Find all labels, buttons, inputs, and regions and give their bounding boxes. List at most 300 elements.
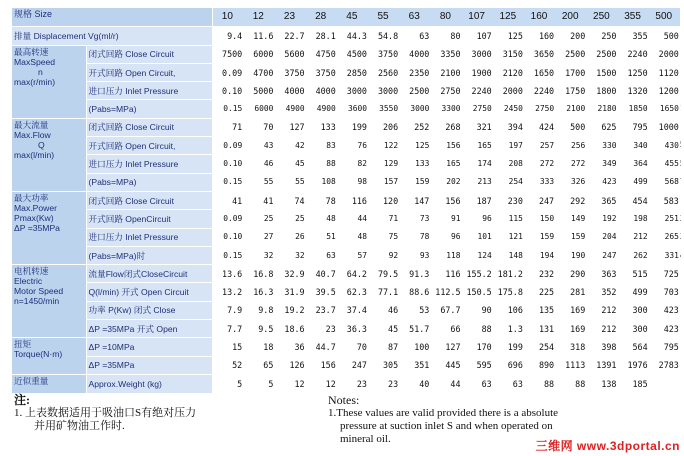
value-cell: 150 (524, 210, 555, 228)
value-cell: 170 (462, 338, 493, 356)
value-cell: 51.7 (399, 320, 430, 338)
condition-label (86, 210, 212, 228)
value-cell: 115 (493, 210, 524, 228)
size-header-cell: 12 (243, 8, 274, 27)
displacement-cell: 200 (555, 27, 586, 45)
group-label-line: Pmax(Kw) (14, 212, 54, 223)
value-cell: 25 (243, 210, 274, 228)
notes-cn-line-1: 1. 上表数据适用于吸油口S有绝对压力 (14, 407, 197, 419)
value-cell: 445 (430, 356, 461, 374)
value-cell: 3000 (462, 45, 493, 63)
motor-speed-row (12, 320, 680, 338)
notes-en-line-1: 1.These values are valid provided there is a absolute (328, 407, 559, 419)
weight-cell: 23 (337, 374, 368, 393)
value-cell: 247 (337, 356, 368, 374)
value-cell: 16.8 (243, 265, 274, 283)
displacement-cell: 63 (399, 27, 430, 45)
max-speed-row (12, 100, 680, 118)
size-header-cell: 500 (649, 8, 680, 27)
value-cell: 96 (430, 228, 461, 246)
value-cell: 120 (368, 191, 399, 209)
value-cell: 197 (493, 137, 524, 155)
value-cell: 100 (399, 338, 430, 356)
value-cell: 98 (337, 173, 368, 191)
size-header-cell: 80 (430, 8, 461, 27)
value-cell: 352 (586, 283, 617, 301)
value-cell: 351 (399, 356, 430, 374)
value-cell: 423 (649, 301, 680, 319)
value-cell: 71 (368, 210, 399, 228)
value-cell: 1900 (462, 63, 493, 81)
value-cell: 92 (368, 246, 399, 264)
pressure-cell: 0.10 (212, 228, 243, 246)
value-cell: 32 (243, 246, 274, 264)
max-power-row (12, 210, 680, 228)
displacement-cell: 107 (462, 27, 493, 45)
weight-label: 近似重量 (12, 374, 86, 393)
value-cell: 23.7 (306, 301, 337, 319)
value-cell: 190 (555, 246, 586, 264)
value-cell: 78 (399, 228, 430, 246)
value-cell: 305 (368, 356, 399, 374)
motor-speed-group-label (12, 265, 86, 338)
value-cell: 192 (586, 210, 617, 228)
value-cell: 795 (649, 338, 680, 356)
value-cell: 175.8 (493, 283, 524, 301)
condition-label: ΔP =35MPa 开式 Open (86, 320, 212, 338)
value-cell: 31.9 (274, 283, 305, 301)
value-cell: 4000 (306, 82, 337, 100)
value-cell: 254 (524, 338, 555, 356)
value-cell: 32 (274, 246, 305, 264)
value-cell: 1500 (586, 63, 617, 81)
value-cell: 16.3 (243, 283, 274, 301)
value-cell: 423 (586, 173, 617, 191)
value-cell: 499 (617, 173, 648, 191)
size-header-cell: 55 (368, 8, 399, 27)
value-cell: 3350 (430, 45, 461, 63)
value-cell: 212 (586, 301, 617, 319)
value-cell: 46 (243, 155, 274, 173)
condition-text: 开式回路 OpenCircuit (88, 213, 171, 224)
value-cell: 122 (368, 137, 399, 155)
value-cell: 281 (555, 283, 586, 301)
value-cell: 2750 (430, 82, 461, 100)
value-cell: 125 (399, 137, 430, 155)
displacement-cell: 9.4 (212, 27, 243, 45)
spec-table-container (12, 8, 680, 394)
value-cell: 321 (462, 118, 493, 136)
group-label-line: 最大功率 (14, 192, 49, 203)
value-cell: 2350 (399, 63, 430, 81)
value-cell: 88 (462, 320, 493, 338)
value-cell: 135 (524, 301, 555, 319)
value-cell: 150.5 (462, 283, 493, 301)
value-cell: 19.2 (274, 301, 305, 319)
weight-cell: 63 (493, 374, 524, 393)
condition-text: (Pabs=MPa)时 (88, 250, 146, 261)
weight-cell: 40 (399, 374, 430, 393)
group-label-line: 扭矩 (14, 339, 32, 350)
value-cell: 423 (649, 320, 680, 338)
value-cell: 55 (274, 173, 305, 191)
value-cell: 424 (524, 118, 555, 136)
value-cell: 70 (243, 118, 274, 136)
value-cell: 1976 (617, 356, 648, 374)
value-cell: 257 (524, 137, 555, 155)
weight-row (12, 374, 680, 393)
value-cell: 70 (337, 338, 368, 356)
value-cell: 39.5 (306, 283, 337, 301)
value-cell: 6000 (243, 45, 274, 63)
group-label-line: Max.Power (14, 202, 57, 213)
value-cell: 18 (243, 338, 274, 356)
value-cell: 3150 (493, 45, 524, 63)
value-cell: 3000 (368, 82, 399, 100)
value-cell: 42 (274, 137, 305, 155)
displacement-cell: 80 (430, 27, 461, 45)
value-cell: 2560 (368, 63, 399, 81)
torque-group-label (12, 338, 86, 375)
group-label-line: 最高转速 (14, 46, 49, 57)
value-cell: 187 (462, 191, 493, 209)
value-cell: 454 (617, 191, 648, 209)
value-cell: 25 (274, 210, 305, 228)
value-cell: 13.2 (212, 283, 243, 301)
value-cell: 165 (462, 137, 493, 155)
displacement-cell: 250 (586, 27, 617, 45)
value-cell: 330 (586, 137, 617, 155)
condition-label (86, 137, 212, 155)
displacement-cell: 11.6 (243, 27, 274, 45)
value-cell: 1700 (555, 63, 586, 81)
motor-speed-row (12, 301, 680, 319)
value-cell: 4900 (306, 100, 337, 118)
value-cell: 1391 (586, 356, 617, 374)
weight-cell: 5 (212, 374, 243, 393)
value-cell: 26 (274, 228, 305, 246)
max-flow-row (12, 118, 680, 136)
spec-table-body (12, 8, 680, 394)
value-cell: 36.3 (337, 320, 368, 338)
value-cell: 87 (368, 338, 399, 356)
value-cell: 3000 (399, 100, 430, 118)
condition-text: 开式回路 Open Circuit, (88, 140, 176, 151)
notes-en-title: Notes: (328, 393, 360, 407)
header-row (12, 8, 680, 27)
value-cell: 15 (212, 338, 243, 356)
value-cell: 198 (617, 210, 648, 228)
value-cell: 5000 (243, 82, 274, 100)
value-cell: 44.7 (306, 338, 337, 356)
value-cell: 36 (274, 338, 305, 356)
value-cell: 696 (493, 356, 524, 374)
value-cell: 131 (524, 320, 555, 338)
value-cell: 156 (306, 356, 337, 374)
notes-cn-title: 注: (14, 393, 30, 407)
value-cell: 1000 (649, 118, 680, 136)
condition-label: Q(l/min) 开式 Open Circuit (86, 283, 212, 301)
value-cell: 156 (430, 137, 461, 155)
value-cell: 212 (586, 320, 617, 338)
value-cell: 2100 (555, 100, 586, 118)
group-label-line: Electric (14, 276, 43, 287)
value-cell: 256 (555, 137, 586, 155)
value-cell: 333 (524, 173, 555, 191)
displacement-cell: 500 (649, 27, 680, 45)
max-speed-row (12, 63, 680, 81)
value-cell: 157 (368, 173, 399, 191)
value-cell: 65 (243, 356, 274, 374)
value-cell: 13.6 (212, 265, 243, 283)
value-cell: 0.09 (212, 63, 243, 81)
value-cell: 43 (243, 137, 274, 155)
notes-cn-line-2: 并用矿物油工作时. (34, 420, 125, 432)
value-cell: 48 (306, 210, 337, 228)
motor-speed-row (12, 283, 680, 301)
condition-label: 开式回路 Open Circuit, (86, 63, 212, 81)
weight-cell: 63 (462, 374, 493, 393)
value-cell: 212 (617, 228, 648, 246)
value-cell: 254 (493, 173, 524, 191)
value-cell: 4000 (274, 82, 305, 100)
value-cell: 156 (430, 191, 461, 209)
condition-text: 进口压力 Inlet Pressure (88, 159, 179, 170)
value-cell: 394 (493, 118, 524, 136)
size-header-cell: 63 (399, 8, 430, 27)
value-cell: 83 (306, 137, 337, 155)
value-cell: 1200 (649, 82, 680, 100)
value-cell: 88 (306, 155, 337, 173)
pressure-cell: 0.09 (212, 137, 243, 155)
pressure-cell: 0.09 (212, 210, 243, 228)
condition-label: 功率 P(Kw) 闭式 Close (86, 301, 212, 319)
value-cell: 7.7 (212, 320, 243, 338)
value-cell: 4750 (306, 45, 337, 63)
value-cell: 290 (555, 265, 586, 283)
weight-condition: Approx.Weight (kg) (86, 374, 212, 393)
max-speed-row (12, 45, 680, 63)
value-cell: 165 (430, 155, 461, 173)
value-cell: 127 (274, 118, 305, 136)
condition-label: 进口压力 Inlet Pressure (86, 82, 212, 100)
watermark-logo: 三维网 www.3dportal.cn (535, 439, 680, 453)
pressure-cell: 0.15 (212, 100, 243, 118)
value-cell: 77.1 (368, 283, 399, 301)
displacement-cell: 125 (493, 27, 524, 45)
torque-row (12, 356, 680, 374)
value-cell: 272 (555, 155, 586, 173)
value-cell: 90 (462, 301, 493, 319)
value-cell: 194 (524, 246, 555, 264)
displacement-cell: 44.3 (337, 27, 368, 45)
value-cell: 1800 (586, 82, 617, 100)
value-cell: 204 (586, 228, 617, 246)
value-cell: 118 (430, 246, 461, 264)
value-cell: 199 (337, 118, 368, 136)
value-cell: 2500 (555, 45, 586, 63)
value-cell: 57 (337, 246, 368, 264)
size-header-cell: 23 (274, 8, 305, 27)
weight-cell: 23 (368, 374, 399, 393)
spec-table (12, 8, 680, 394)
value-cell: 53 (399, 301, 430, 319)
value-cell: 455 (649, 155, 680, 173)
condition-label: 闭式回路 Close Circuit (86, 45, 212, 63)
value-cell: 3550 (368, 100, 399, 118)
value-cell: 149 (555, 210, 586, 228)
displacement-row (12, 27, 680, 45)
value-cell: 37.4 (337, 301, 368, 319)
condition-label (86, 228, 212, 246)
displacement-cell: 28.1 (306, 27, 337, 45)
group-label-line: n (38, 66, 43, 77)
value-cell: 2240 (617, 45, 648, 63)
value-cell: 225 (524, 283, 555, 301)
value-cell: 159 (524, 228, 555, 246)
value-cell: 2180 (586, 100, 617, 118)
value-cell: 365 (586, 191, 617, 209)
value-cell: 44 (337, 210, 368, 228)
value-cell: 251 (649, 210, 680, 228)
pressure-cell: 0.15 (212, 246, 243, 264)
value-cell: 595 (462, 356, 493, 374)
motor-speed-row (12, 265, 680, 283)
weight-cell: 44 (430, 374, 461, 393)
value-cell: 155.2 (462, 265, 493, 283)
value-cell: 349 (586, 155, 617, 173)
value-cell: 116 (430, 265, 461, 283)
value-cell: 129 (368, 155, 399, 173)
max-speed-row (12, 82, 680, 100)
value-cell: 45 (368, 320, 399, 338)
value-cell: 1850 (617, 100, 648, 118)
max-speed-group-label (12, 45, 86, 118)
value-cell: 2240 (524, 82, 555, 100)
value-cell: 121 (493, 228, 524, 246)
value-cell: 147 (399, 191, 430, 209)
value-cell: 181.2 (493, 265, 524, 283)
value-cell: 45 (274, 155, 305, 173)
group-label-line: 最大流量 (14, 119, 49, 130)
value-cell: 74 (274, 191, 305, 209)
value-cell: 300 (617, 301, 648, 319)
value-cell: 88.6 (399, 283, 430, 301)
value-cell: 1650 (524, 63, 555, 81)
notes-en-line-3: mineral oil. (340, 433, 391, 445)
value-cell: 272 (524, 155, 555, 173)
value-cell: 564 (617, 338, 648, 356)
value-cell: 96 (462, 210, 493, 228)
value-cell: 9.8 (243, 301, 274, 319)
size-header-cell: 160 (524, 8, 555, 27)
weight-cell: 12 (274, 374, 305, 393)
value-cell: 2750 (524, 100, 555, 118)
value-cell: 66 (430, 320, 461, 338)
size-header-cell: 28 (306, 8, 337, 27)
value-cell: 213 (462, 173, 493, 191)
value-cell: 148 (493, 246, 524, 264)
value-cell: 1.3 (493, 320, 524, 338)
value-cell: 3750 (306, 63, 337, 81)
value-cell: 2100 (430, 63, 461, 81)
max-power-row (12, 246, 680, 264)
condition-label (86, 100, 212, 118)
size-header-cell: 200 (555, 8, 586, 27)
value-cell: 52 (212, 356, 243, 374)
value-cell: 262 (617, 246, 648, 264)
displacement-cell: 22.7 (274, 27, 305, 45)
notes-chinese (14, 394, 314, 433)
value-cell: 62.3 (337, 283, 368, 301)
value-cell: 318 (555, 338, 586, 356)
value-cell: 265 (649, 228, 680, 246)
weight-cell: 185 (617, 374, 648, 393)
value-cell: 5600 (274, 45, 305, 63)
value-cell: 364 (617, 155, 648, 173)
value-cell: 9.5 (243, 320, 274, 338)
size-label: 规格 Size (12, 8, 212, 27)
size-header-cell: 125 (493, 8, 524, 27)
notes-en-line-2: pressure at suction inlet S and when operated on (340, 420, 553, 432)
value-cell: 169 (555, 320, 586, 338)
value-cell: 41 (212, 191, 243, 209)
value-cell: 6000 (243, 100, 274, 118)
value-cell: 2000 (649, 45, 680, 63)
condition-label: ΔP =35MPa (86, 356, 212, 374)
group-label-line: ΔP =35MPa (14, 222, 60, 233)
condition-label: 流量Flow闭式CloseCircuit (86, 265, 212, 283)
value-cell: 75 (368, 228, 399, 246)
value-cell: 126 (274, 356, 305, 374)
value-cell: 725 (649, 265, 680, 283)
value-cell: 2750 (462, 100, 493, 118)
displacement-cell: 355 (617, 27, 648, 45)
value-cell: 326 (555, 173, 586, 191)
value-cell: 1250 (617, 63, 648, 81)
value-cell: 4000 (399, 45, 430, 63)
max-flow-row (12, 155, 680, 173)
pressure-cell: 0.10 (212, 155, 243, 173)
value-cell: 795 (617, 118, 648, 136)
value-cell: 40.7 (306, 265, 337, 283)
group-label-line: Q (38, 139, 45, 150)
value-cell: 1750 (555, 82, 586, 100)
size-header-cell: 107 (462, 8, 493, 27)
condition-text: 进口压力 Inlet Pressure (88, 232, 179, 243)
value-cell: 3000 (337, 82, 368, 100)
weight-cell: 138 (586, 374, 617, 393)
value-cell: 4900 (274, 100, 305, 118)
value-cell: 133 (306, 118, 337, 136)
value-cell: 331 (649, 246, 680, 264)
size-header-cell: 10 (212, 8, 243, 27)
value-cell: 1650 (649, 100, 680, 118)
condition-label: 闭式回路 Close Circuit (86, 118, 212, 136)
value-cell: 4500 (337, 45, 368, 63)
value-cell: 199 (493, 338, 524, 356)
condition-label (86, 155, 212, 173)
value-cell: 230 (493, 191, 524, 209)
value-cell: 23 (306, 320, 337, 338)
torque-row (12, 338, 680, 356)
value-cell: 247 (586, 246, 617, 264)
value-cell: 32.9 (274, 265, 305, 283)
value-cell: 7.9 (212, 301, 243, 319)
value-cell: 7500 (212, 45, 243, 63)
value-cell: 202 (430, 173, 461, 191)
value-cell: 363 (586, 265, 617, 283)
